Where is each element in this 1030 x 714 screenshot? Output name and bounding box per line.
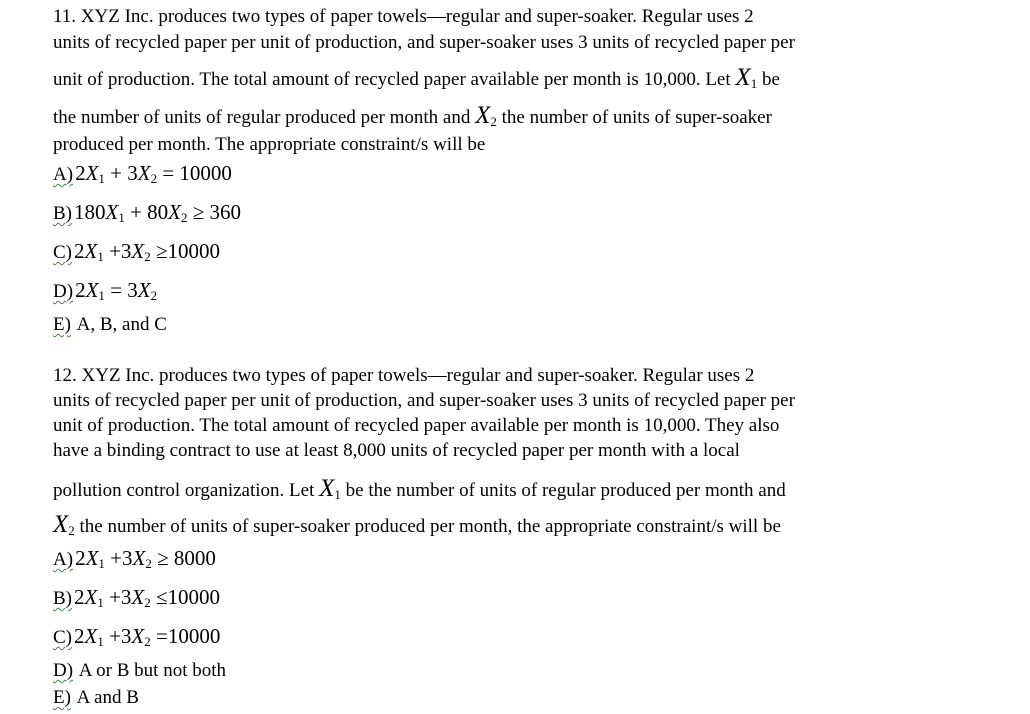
option-label: B) <box>53 588 72 609</box>
equation-text: = 10000 <box>157 161 232 185</box>
question-12-option-d <box>53 660 226 682</box>
text-segment: have a binding contract to use at least 8,000 units of recycled paper per month with a local <box>53 440 740 461</box>
option-equation <box>75 278 157 302</box>
question-11-text-line <box>53 64 780 91</box>
variable-X1: $X_1$ <box>85 161 105 186</box>
coefficient: +3 <box>103 585 132 609</box>
text-segment: 12. XYZ Inc. produces two types of paper towels—regular and super-soaker. Regular uses 2 <box>53 365 755 386</box>
option-equation <box>74 624 220 648</box>
question-12-text-line <box>53 390 795 412</box>
question-12-option-b <box>53 586 220 610</box>
question-12-option-a <box>53 547 216 571</box>
text-segment: unit of production. The total amount of recycled paper available per month is 10,000. Let <box>53 69 736 90</box>
variable-X1: $X_1$ <box>85 546 105 571</box>
text-segment: be <box>757 69 780 90</box>
coefficient: 2 <box>75 278 86 302</box>
equation-text: ≥ 360 <box>187 200 242 224</box>
coefficient: +3 <box>103 624 132 648</box>
variable-X1: $X_1$ <box>84 624 104 649</box>
coefficient: +3 <box>104 546 133 570</box>
variable-X1: $X_1$ <box>84 585 104 610</box>
option-equation <box>74 239 220 263</box>
coefficient: 2 <box>74 239 85 263</box>
question-11-option-a <box>53 162 232 186</box>
option-label: A) <box>53 549 74 570</box>
text-segment: unit of production. The total amount of recycled paper available per month is 10,000. They also <box>53 415 780 436</box>
text-segment: units of recycled paper per unit of production, and super-soaker uses 3 units of recycled paper per <box>53 32 795 53</box>
option-equation <box>75 546 216 570</box>
variable-X1: $X_1$ <box>85 278 105 303</box>
option-equation <box>74 200 241 224</box>
question-12-text-line <box>53 475 786 502</box>
equation-text: ≥10000 <box>150 239 221 263</box>
option-equation <box>75 161 232 185</box>
question-11-option-d <box>53 279 157 303</box>
variable-X2: $X_2$ <box>137 161 158 186</box>
variable-X1: $X_1$ <box>735 64 758 91</box>
variable-X2: $X_2$ <box>131 239 151 264</box>
text-segment: the number of units of regular produced per month and <box>53 107 476 128</box>
equation-text: = 3 <box>104 278 138 302</box>
text-segment: the number of units of super-soaker produced per month, the appropriate constraint/s will be <box>74 516 781 537</box>
text-segment: the number of units of super-soaker <box>496 107 772 128</box>
option-label: D) <box>53 281 74 302</box>
question-11-option-e <box>53 314 167 336</box>
variable-X2: $X_2$ <box>131 624 151 649</box>
text-segment: pollution control organization. Let <box>53 480 320 501</box>
question-12-option-c <box>53 625 220 649</box>
option-label: C) <box>53 627 72 648</box>
variable-X2: $X_2$ <box>475 102 497 129</box>
option-label: E) <box>53 314 71 335</box>
option-text: A or B but not both <box>75 660 227 681</box>
coefficient: + 80 <box>124 200 169 224</box>
text-segment: 11. XYZ Inc. produces two types of paper towels—regular and super-soaker. Regular uses 2 <box>53 6 754 27</box>
variable-X2: $X_2$ <box>53 511 75 538</box>
question-12-option-e <box>53 687 139 709</box>
option-equation <box>74 585 220 609</box>
question-12-text-line <box>53 365 754 387</box>
option-label: D) <box>53 660 74 681</box>
equation-text: ≤10000 <box>150 585 221 609</box>
text-segment: be the number of units of regular produced per month and <box>340 480 786 501</box>
text-segment: produced per month. The appropriate constraint/s will be <box>53 134 486 155</box>
option-text: A, B, and C <box>72 314 167 335</box>
coefficient: 2 <box>74 624 85 648</box>
option-label: E) <box>53 687 71 708</box>
variable-X1: $X_1$ <box>319 475 341 502</box>
question-11-option-c <box>53 240 220 264</box>
variable-X1: $X_1$ <box>105 200 125 225</box>
equation-text: =10000 <box>150 624 221 648</box>
question-12-text-line <box>53 511 781 538</box>
question-12-text-line <box>53 440 740 462</box>
coefficient: 2 <box>75 161 86 185</box>
coefficient: 2 <box>74 585 85 609</box>
coefficient: 2 <box>75 546 86 570</box>
question-12-text-line <box>53 415 779 437</box>
question-11-option-b <box>53 201 241 225</box>
question-11-text-line <box>53 6 754 28</box>
variable-X2: $X_2$ <box>132 546 152 571</box>
option-label: A) <box>53 164 74 185</box>
question-11-text-line <box>53 102 772 129</box>
variable-X2: $X_2$ <box>137 278 158 303</box>
question-11-text-line <box>53 134 485 156</box>
text-segment: units of recycled paper per unit of production, and super-soaker uses 3 units of recycled paper per <box>53 390 795 411</box>
question-11-text-line <box>53 32 795 54</box>
equation-text: ≥ 8000 <box>151 546 216 570</box>
variable-X2: $X_2$ <box>131 585 151 610</box>
option-label: C) <box>53 242 72 263</box>
coefficient: 180 <box>74 200 106 224</box>
option-label: B) <box>53 203 72 224</box>
variable-X1: $X_1$ <box>84 239 104 264</box>
coefficient: +3 <box>103 239 132 263</box>
variable-X2: $X_2$ <box>168 200 188 225</box>
option-text: A and B <box>72 687 139 708</box>
coefficient: + 3 <box>104 161 138 185</box>
